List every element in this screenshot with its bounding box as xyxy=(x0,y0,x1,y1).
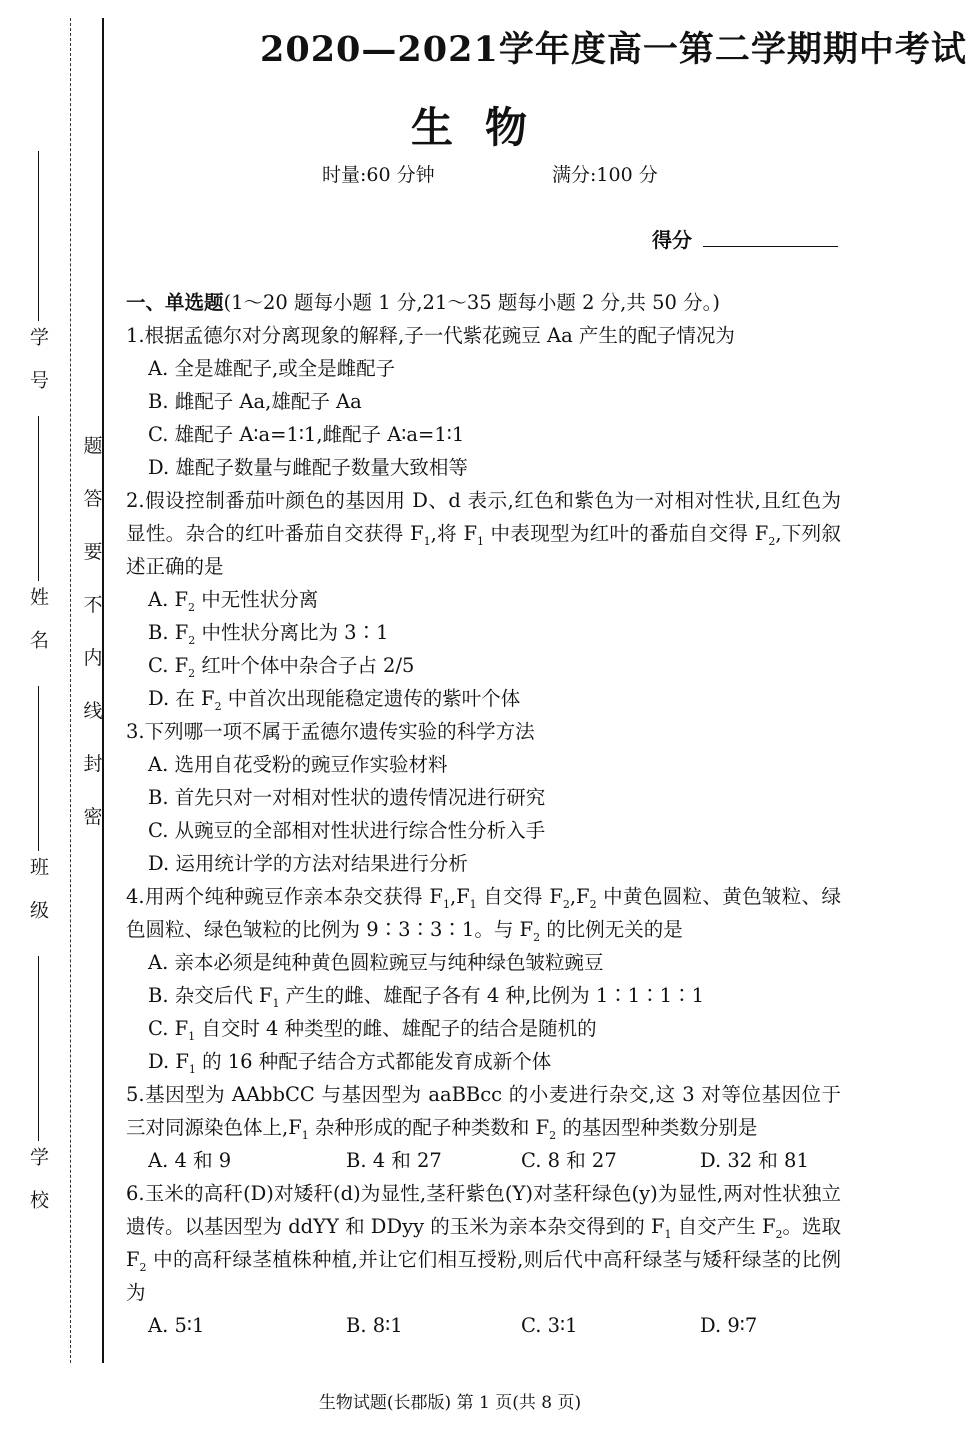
answer-option[interactable]: D. 32 和 81 xyxy=(700,1149,809,1172)
section-note: (1～20 题每小题 1 分,21～35 题每小题 2 分,共 50 分。) xyxy=(223,291,720,314)
field-blank-line xyxy=(38,416,39,581)
exam-title: 2020—2021学年度高一第二学期期中考试 xyxy=(260,29,967,70)
question-stem: 5.基因型为 AAbbCC 与基因型为 aaBBcc 的小麦进行杂交,这 3 对等位基因位于三对同源染色体上$,F_1$ 杂种形成的配子种类数和 $F_2$ 的基因型种类数分别是 xyxy=(126,1083,841,1142)
seal-char: 密 xyxy=(83,806,103,828)
seal-char: 不 xyxy=(83,594,103,616)
section-label: 一、单选题 xyxy=(126,291,224,314)
answer-option[interactable]: D. 运用统计学的方法对结果进行分析 xyxy=(148,852,468,875)
score-input-line[interactable] xyxy=(703,246,838,247)
answer-option[interactable]: B. 首先只对一对相对性状的遗传情况进行研究 xyxy=(148,786,546,809)
answer-option[interactable]: B. 4 和 27 xyxy=(346,1149,442,1172)
answer-option[interactable]: D. 在 $F_2$ 中首次出现能稳定遗传的紫叶个体 xyxy=(148,687,521,713)
question-stem: 3.下列哪一项不属于孟德尔遗传实验的科学方法 xyxy=(126,720,535,743)
field-label: 班级 xyxy=(27,857,49,943)
question-stem: 1.根据孟德尔对分离现象的解释,子一代紫花豌豆 Aa 产生的配子情况为 xyxy=(126,324,735,347)
answer-option[interactable]: C. $F_1$ 自交时 4 种类型的雌、雄配子的结合是随机的 xyxy=(148,1017,597,1043)
seal-char: 内 xyxy=(83,647,103,669)
question-stem: 6.玉米的高秆(D)对矮秆(d)为显性,茎秆紫色(Y)对茎秆绿色(y)为显性,两对性状独立遗传。以基因型为 ddYY 和 DDyy 的玉米为亲本杂交得到的 $F_1$ 自交产生 $F_2$。选取 $F_2$ 中的高秆绿茎植株种植,并让它们相互授粉,则后代中高秆绿茎与矮秆绿茎的比例为 xyxy=(126,1182,841,1304)
answer-option[interactable]: C. 8 和 27 xyxy=(521,1149,617,1172)
answer-option[interactable]: A. 选用自花受粉的豌豆作实验材料 xyxy=(148,753,448,776)
answer-option[interactable]: A. 全是雄配子,或全是雌配子 xyxy=(148,357,396,380)
answer-option[interactable]: B. 8∶1 xyxy=(346,1314,403,1337)
field-school[interactable] xyxy=(28,950,50,1233)
field-blank-line xyxy=(38,686,39,851)
answer-option[interactable]: A. 5∶1 xyxy=(148,1314,205,1337)
seal-char: 题 xyxy=(83,435,103,457)
field-label: 学号 xyxy=(27,327,49,413)
seal-char: 封 xyxy=(83,753,103,775)
answer-option[interactable]: C. 雄配子 A∶a=1∶1,雌配子 A∶a=1∶1 xyxy=(148,423,465,446)
answer-option[interactable]: B. $F_2$ 中性状分离比为 3∶1 xyxy=(148,621,389,647)
score-label: 得分 xyxy=(652,228,692,252)
answer-option[interactable]: A. $F_2$ 中无性状分离 xyxy=(148,588,319,614)
answer-option[interactable]: B. 杂交后代 $F_1$ 产生的雌、雄配子各有 4 种,比例为 1∶1∶1∶1 xyxy=(148,984,704,1010)
seal-char: 答 xyxy=(83,488,103,510)
question-content xyxy=(126,286,841,1342)
answer-options-row xyxy=(126,1144,841,1177)
answer-option[interactable]: C. 3∶1 xyxy=(521,1314,578,1337)
cut-dashed-line xyxy=(70,18,71,1363)
field-class[interactable] xyxy=(28,680,50,943)
question-stem: 2.假设控制番茄叶颜色的基因用 D、d 表示,红色和紫色为一对相对性状,且红色为显性。杂合的红叶番茄自交获得 $F_1$,将 $F_1$ 中表现型为红叶的番茄自交得 $F_2$,下列叙述正确的是 xyxy=(126,489,841,578)
full-score: 满分:100 分 xyxy=(552,164,658,186)
answer-option[interactable]: D. $F_1$ 的 16 种配子结合方式都能发育成新个体 xyxy=(148,1050,552,1076)
field-name[interactable] xyxy=(28,410,50,673)
seal-char: 线 xyxy=(83,700,103,722)
subject-title: 生物 xyxy=(410,103,559,152)
field-label: 姓名 xyxy=(27,587,49,673)
time-limit: 时量:60 分钟 xyxy=(322,164,435,186)
answer-option[interactable]: A. 4 和 9 xyxy=(148,1149,232,1172)
section-heading xyxy=(126,286,841,319)
seal-char: 要 xyxy=(83,541,103,563)
question-stem: 4.用两个纯种豌豆作亲本杂交获得 $F_1,F_1$ 自交得 $F_2,F_2$ 中黄色圆粒、黄色皱粒、绿色圆粒、绿色皱粒的比例为 9∶3∶3∶1。与 $F_2$ 的比例无关的是 xyxy=(126,885,841,944)
field-student-id[interactable] xyxy=(28,145,50,413)
answer-option[interactable]: D. 雄配子数量与雌配子数量大致相等 xyxy=(148,456,468,479)
page-footer: 生物试题(长郡版) 第 1 页(共 8 页) xyxy=(318,1393,582,1413)
answer-option[interactable]: B. 雌配子 Aa,雄配子 Aa xyxy=(148,390,362,413)
seal-warning xyxy=(82,420,104,844)
field-label: 学校 xyxy=(27,1147,49,1233)
field-blank-line xyxy=(38,151,39,321)
answer-options-row xyxy=(126,1309,841,1342)
answer-option[interactable]: D. 9∶7 xyxy=(700,1314,758,1337)
field-blank-line xyxy=(38,956,39,1141)
binding-margin xyxy=(0,0,115,1431)
answer-option[interactable]: C. $F_2$ 红叶个体中杂合子占 2/5 xyxy=(148,654,415,680)
answer-option[interactable]: A. 亲本必须是纯种黄色圆粒豌豆与纯种绿色皱粒豌豆 xyxy=(148,951,604,974)
answer-option[interactable]: C. 从豌豆的全部相对性状进行综合性分析入手 xyxy=(148,819,546,842)
